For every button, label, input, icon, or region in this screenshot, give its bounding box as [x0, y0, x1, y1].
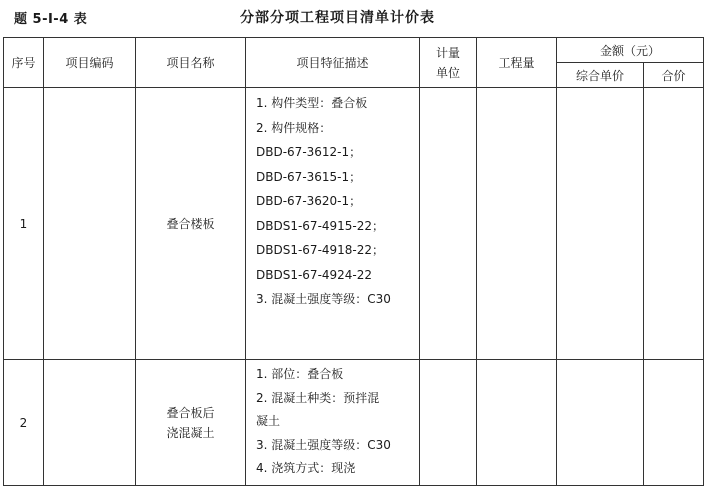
title-bar	[0, 0, 706, 36]
cell-code	[44, 360, 136, 486]
cell-quantity	[477, 360, 557, 486]
cell-features	[246, 88, 420, 360]
cell-seq: 2	[4, 360, 44, 486]
feature-line: 1. 部位：叠合板	[256, 367, 344, 381]
header-row-1	[4, 38, 704, 63]
header-unit-line2: 单位	[435, 65, 460, 80]
cell-features	[246, 360, 420, 486]
feature-line: DBD-67-3615-1；	[256, 169, 362, 184]
header-amount: 金额（元）	[557, 38, 704, 63]
cell-total	[644, 360, 704, 486]
cell-seq: 1	[4, 88, 44, 360]
header-unit	[420, 38, 477, 88]
cell-unit-price	[557, 88, 644, 360]
header-name: 项目名称	[136, 38, 246, 88]
table-row	[4, 360, 704, 486]
document-title: 分部分项工程项目清单计价表	[240, 10, 435, 26]
header-seq: 序号	[4, 38, 44, 88]
header-code: 项目编码	[44, 38, 136, 88]
table-label: 题 5-Ⅰ-4 表	[14, 12, 88, 27]
header-unit-line1: 计量	[435, 45, 460, 60]
header-unit-price: 综合单价	[557, 63, 644, 88]
header-total: 合价	[644, 63, 704, 88]
feature-line: 凝土	[256, 414, 281, 428]
cell-unit	[420, 88, 477, 360]
feature-line: 3. 混凝土强度等级：C30	[256, 292, 391, 306]
cell-quantity	[477, 88, 557, 360]
feature-line: DBDS1-67-4924-22	[256, 267, 373, 282]
pricing-table	[3, 37, 704, 486]
cell-name-line2: 浇混凝土	[166, 425, 215, 440]
cell-name: 叠合楼板	[136, 88, 246, 360]
feature-line: 4. 浇筑方式：现浇	[256, 461, 356, 475]
feature-line: 1. 构件类型：叠合板	[256, 96, 368, 110]
feature-line: 2. 混凝土种类：预拌混	[256, 390, 380, 405]
cell-unit-price	[557, 360, 644, 486]
feature-line: 2. 构件规格：	[256, 120, 332, 135]
cell-unit	[420, 360, 477, 486]
feature-line: DBDS1-67-4915-22；	[256, 218, 385, 233]
cell-total	[644, 88, 704, 360]
cell-name-line1: 叠合板后	[166, 405, 215, 420]
header-quantity: 工程量	[477, 38, 557, 88]
cell-name	[136, 360, 246, 486]
feature-line: DBD-67-3612-1；	[256, 145, 362, 159]
table-row	[4, 88, 704, 360]
feature-line: DBDS1-67-4918-22；	[256, 243, 385, 257]
cell-code	[44, 88, 136, 360]
feature-line: 3. 混凝土强度等级：C30	[256, 437, 391, 452]
feature-line: DBD-67-3620-1；	[256, 194, 362, 208]
header-features: 项目特征描述	[246, 38, 420, 88]
